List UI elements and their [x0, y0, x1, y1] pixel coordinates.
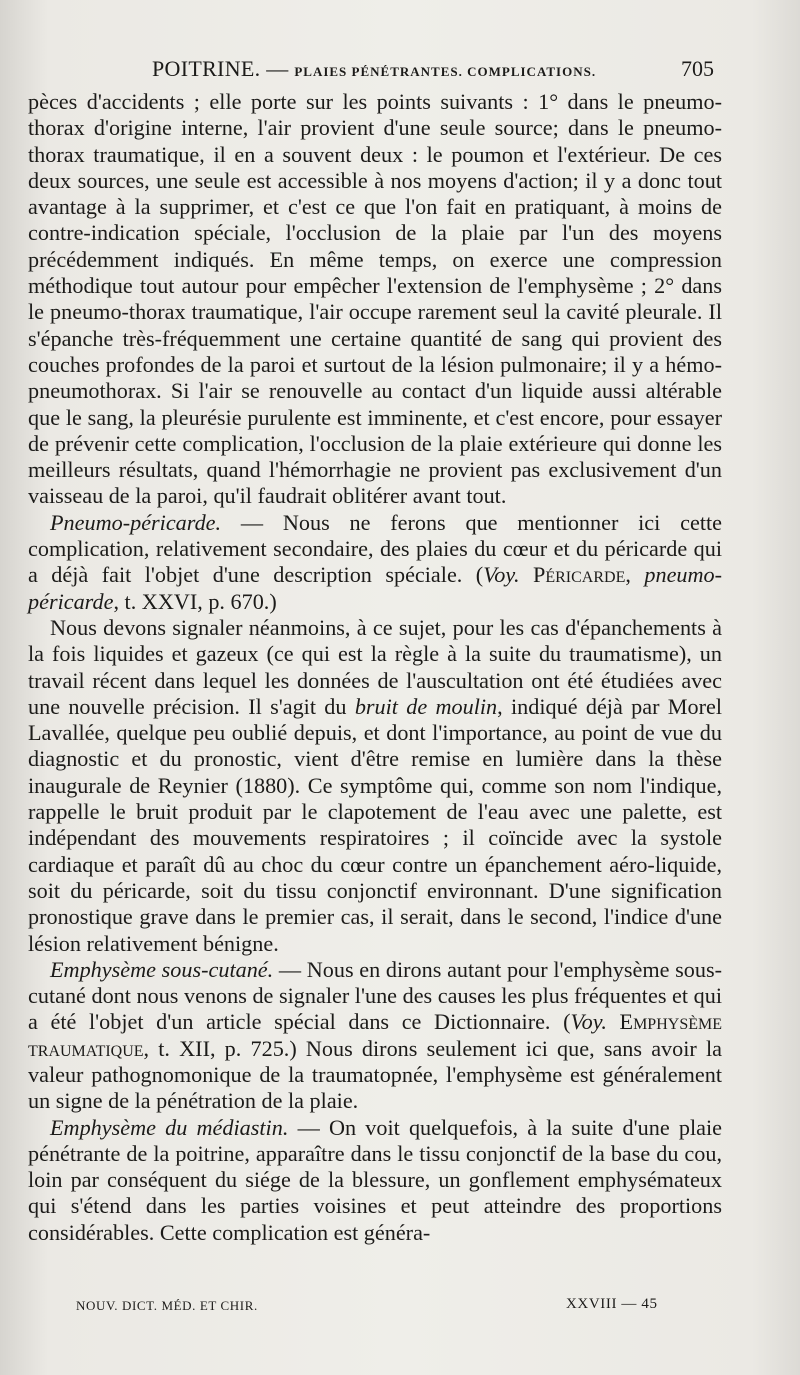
section-title: POITRINE. — — [152, 56, 289, 81]
paragraph-bruit-de-moulin — [28, 615, 722, 957]
running-header — [28, 56, 722, 86]
section-heading: Pneumo-péricarde. — [50, 509, 222, 535]
paragraph-text: Nous devons signaler néanmoins, à ce sujet, pour les cas d'épanchements à la fois liquides et gazeux (ce qui est la règle à la suite du traumatisme), un travail récent dans lequel les données de l'auscultation ont été étudiées avec une nouvelle précision. Il s'agit du — [28, 614, 722, 719]
running-title — [152, 56, 596, 82]
emphasized-term: bruit de moulin — [354, 693, 498, 719]
footer-signature: NOUV. DICT. MÉD. ET CHIR. — [76, 1298, 258, 1313]
paragraph-text: , t. XII, p. 725.) Nous dirons seulement ici que, sans avoir la valeur pathognomonique de la traumatopnée, l'emphysème est généralement un signe de la pénétration de la plaie. — [28, 1035, 722, 1114]
voy-reference: Voy. — [570, 1009, 607, 1035]
cross-reference-italic: pneumo-péricarde — [28, 562, 723, 614]
paragraph-pneumothorax: pèces d'accidents ; elle porte sur les points suivants : 1° dans le pneumo-thorax d'origine interne, l'air provient d'une seule source; dans le pneumo-thorax traumatique, il en a souvent deux : le poumon et l'extérieur. De ces deux sources, une seule est accessible à nos moyens d'action; il y a donc tout avantage à la supprimer, et c'est ce que l'on fait en pratiquant, à moins de contre-indication spéciale, l'occlusion de la plaie par l'un des moyens précédemment indiqués. En même temps, on exerce une compression méthodique tout autour pour empêcher l'extension de l'emphysème ; 2° dans le pneumo-thorax traumatique, l'air occupe rarement seul la cavité pleurale. Il s'épanche très-fréquemment une certaine quantité de sang qui provient des couches profondes de la paroi et surtout de la lésion pulmonaire; il y a hémo-pneumothorax. Si l'air se renouvelle au contact d'un liquide aussi altérable que le sang, la pleurésie purulente est imminente, et c'est encore, pour essayer de prévenir cette complication, l'occlusion de la plaie extérieure qui donne les meilleurs résultats, quand l'hémorrhagie ne provient pas exclusivement d'un vaisseau de la paroi, qu'il faudrait oblitérer avant tout. — [28, 89, 722, 509]
section-heading: Emphysème du médiastin. — [50, 1114, 289, 1140]
body-text — [28, 89, 722, 1246]
page-footer — [76, 1296, 676, 1318]
paragraph-text: — On voit quelquefois, à la suite d'une plaie pénétrante de la poitrine, apparaître dans le tissu conjonctif de la base du cou, loin par conséquent du siége de la blessure, un gonflement emphysémateux qui s'étend dans les parties voisines et peut atteindre des proportions considérables. Cette complication est généra- — [28, 1114, 722, 1245]
cross-reference: Emphysème traumatique — [28, 1009, 722, 1061]
section-heading: Emphysème sous-cutané. — [50, 956, 274, 982]
cross-reference: Péricarde — [533, 562, 626, 588]
paragraph-text: , indiqué déjà par Morel Lavallée, quelque peu oublié depuis, et dont l'importance, au point de vue du diagnostic et du pronostic, vient d'être remise en lumière dans la thèse inaugurale de Reynier (1880). Ce symptôme qui, comme son nom l'indique, rappelle le bruit produit par le clapotement de l'eau avec une palette, est indépendant des mouvements respiratoires ; il coïncide avec la systole cardiaque et paraît dû au choc du cœur contre un épanchement aéro-liquide, soit du péricarde, soit du tissu conjonctif environnant. D'une signification pronostique grave dans le premier cas, il serait, dans le second, l'indice d'une lésion relativement bénigne. — [28, 693, 722, 956]
paragraph-emphyseme-mediastin — [28, 1115, 722, 1246]
voy-reference: Voy. — [483, 562, 520, 588]
paragraph-text: , t. XXVI, p. 670.) — [113, 588, 277, 614]
footer-volume: XXVIII — 45 — [566, 1296, 658, 1312]
paragraph-text: — Nous ne ferons que mentionner ici cette complication, relativement secondaire, des plaies du cœur et du péricarde qui a déjà fait l'objet d'une description spéciale. ( — [28, 509, 722, 588]
section-subtitle: PLAIES PÉNÉTRANTES. COMPLICATIONS. — [294, 64, 597, 79]
paragraph-emphyseme-sous-cutane — [28, 957, 722, 1115]
paragraph-pneumo-pericarde: Pneumo-péricarde. — Nous ne ferons que mentionner ici cette complication, relativement secondaire, des plaies du cœur et du péricarde qui a déjà fait l'objet d'une description spéciale. (Voy. Péricarde, pneumo-péricarde, t. XXVI, p. 670.) — [28, 509, 723, 614]
page-number: 705 — [681, 56, 714, 81]
paragraph-text: — Nous en dirons autant pour l'emphysème sous-cutané dont nous venons de signaler l'une des causes les plus fréquentes et qui a été l'objet d'un article spécial dans ce Dictionnaire. ( — [28, 956, 722, 1035]
